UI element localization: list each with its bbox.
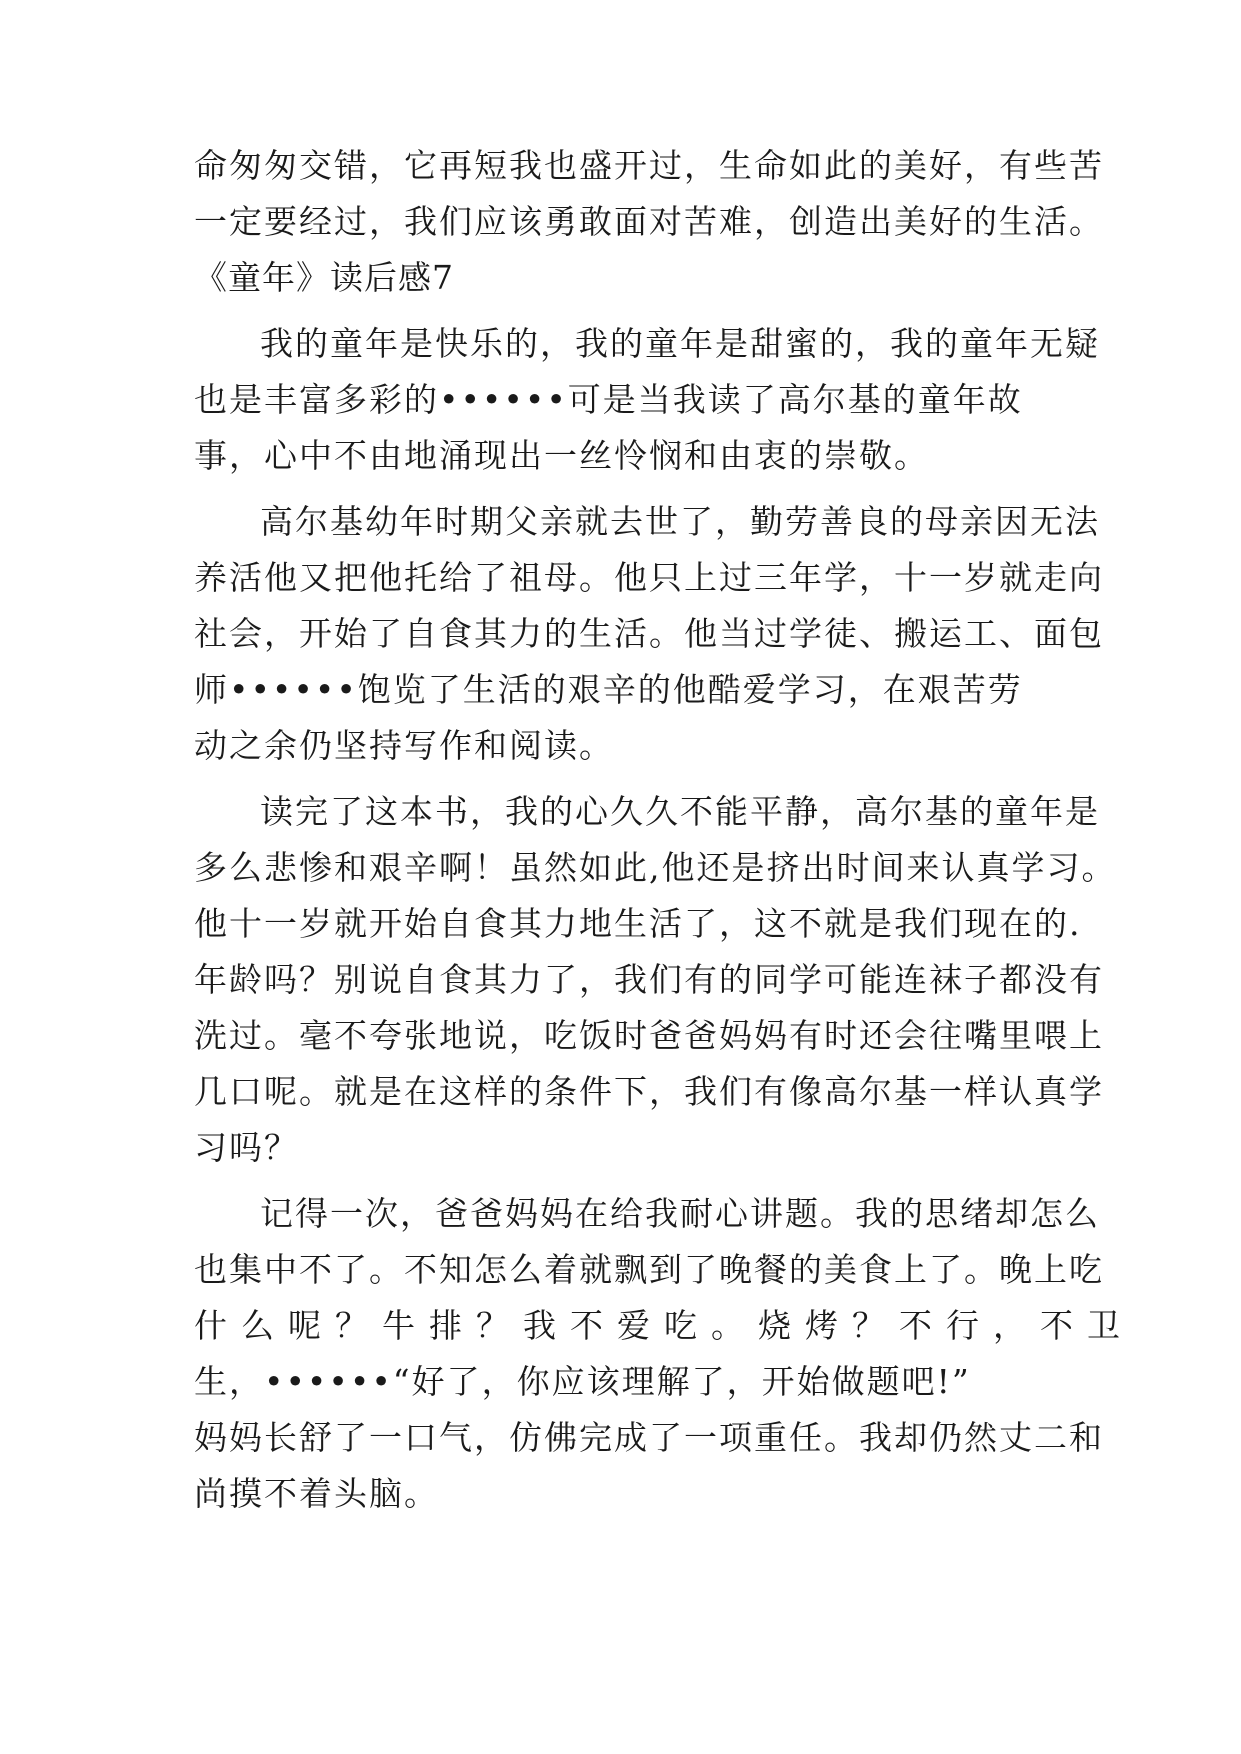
paragraph-2 xyxy=(194,494,1104,774)
text-line: 记得一次，爸爸妈妈在给我耐心讲题。我的思绪却怎么 xyxy=(260,1194,1100,1233)
text-line: 年龄吗？别说自食其力了，我们有的同学可能连袜子都没有 xyxy=(194,960,1104,999)
text-line: 什么呢？牛排？我不爱吃。烧烤？不行，不卫 xyxy=(194,1306,1134,1345)
text-line: 习吗？ xyxy=(194,1128,299,1167)
text-line: 读完了这本书，我的心久久不能平静，高尔基的童年是 xyxy=(260,792,1100,831)
text-line: 动之余仍坚持写作和阅读。 xyxy=(194,726,614,765)
text-line: 一定要经过，我们应该勇敢面对苦难，创造出美好的生活。 xyxy=(194,202,1104,241)
text-line: 也是丰富多彩的••••••可是当我读了高尔基的童年故 xyxy=(194,380,1023,419)
text-line: 几口呢。就是在这样的条件下，我们有像高尔基一样认真学 xyxy=(194,1072,1104,1111)
paragraph-1 xyxy=(194,316,1100,484)
paragraph-4 xyxy=(194,1186,1134,1522)
text-line: 高尔基幼年时期父亲就去世了，勤劳善良的母亲因无法 xyxy=(260,502,1100,541)
text-line: 事，心中不由地涌现出一丝怜悯和由衷的崇敬。 xyxy=(194,436,929,475)
text-line: 命匆匆交错，它再短我也盛开过，生命如此的美好，有些苦 xyxy=(194,146,1104,185)
text-line: 尚摸不着头脑。 xyxy=(194,1474,439,1513)
text-line: 养活他又把他托给了祖母。他只上过三年学，十一岁就走向 xyxy=(194,558,1104,597)
text-line: 洗过。毫不夸张地说，吃饭时爸爸妈妈有时还会往嘴里喂上 xyxy=(194,1016,1104,1055)
text-line: 多么悲惨和艰辛啊！虽然如此,他还是挤出时间来认真学习。 xyxy=(194,848,1117,887)
previous-paragraph-continuation xyxy=(194,138,1104,250)
text-line: 师••••••饱览了生活的艰辛的他酷爱学习，在艰苦劳 xyxy=(194,670,1023,709)
text-line: 妈妈长舒了一口气，仿佛完成了一项重任。我却仍然丈二和 xyxy=(194,1418,1104,1457)
text-line: 生，••••••“好了，你应该理解了，开始做题吧!” xyxy=(194,1362,971,1401)
text-line: 他十一岁就开始自食其力地生活了，这不就是我们现在的. xyxy=(194,904,1082,943)
paragraph-3 xyxy=(194,784,1117,1176)
text-line: 也集中不了。不知怎么着就飘到了晚餐的美食上了。晚上吃 xyxy=(194,1250,1104,1289)
section-heading: 《童年》读后感7 xyxy=(194,258,454,297)
text-line: 社会，开始了自食其力的生活。他当过学徒、搬运工、面包 xyxy=(194,614,1104,653)
document-body xyxy=(194,138,1134,1522)
text-line: 我的童年是快乐的，我的童年是甜蜜的，我的童年无疑 xyxy=(260,324,1100,363)
